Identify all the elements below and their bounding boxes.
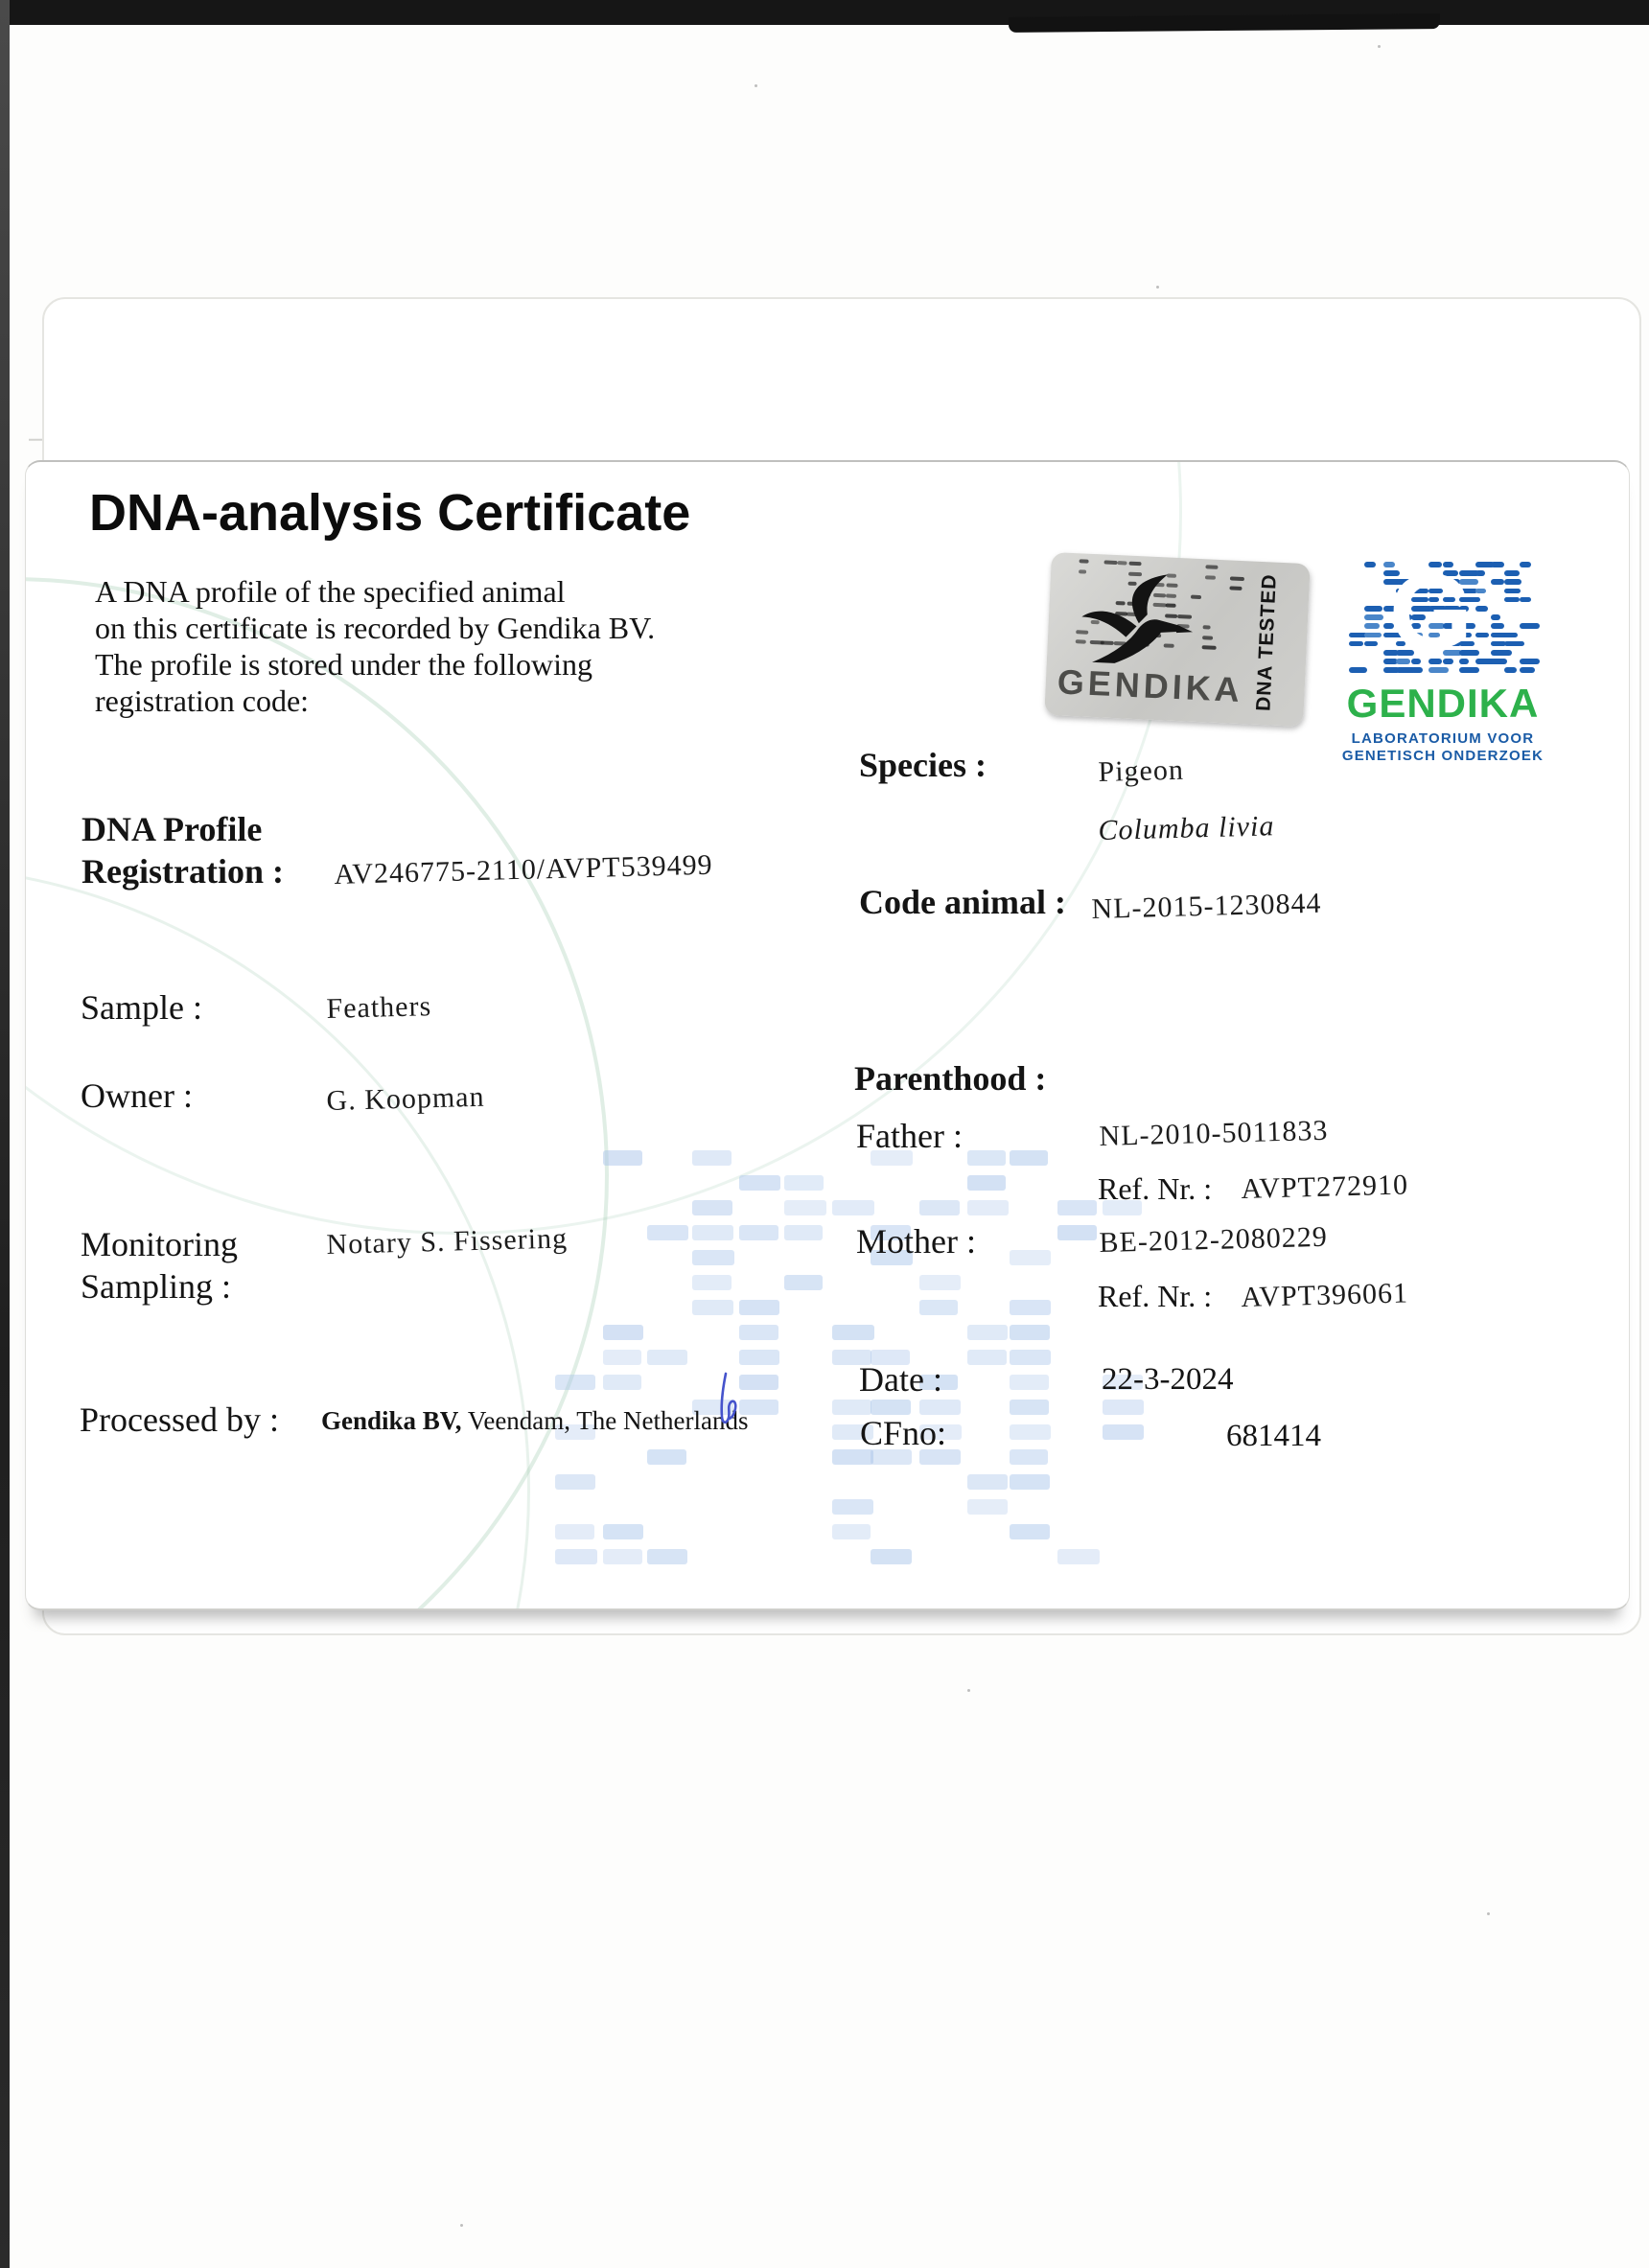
certificate-title: DNA-analysis Certificate: [89, 484, 691, 542]
processed-by-label: Processed by :: [80, 1400, 279, 1439]
scan-speck: [1156, 286, 1159, 289]
intro-line: registration code:: [95, 683, 310, 718]
intro-line: A DNA profile of the specified animal: [95, 574, 566, 609]
dna-tested-sticker: [1044, 552, 1310, 727]
processed-company: Gendika BV,: [321, 1406, 462, 1435]
species-value: Pigeon: [1098, 753, 1185, 789]
owner-label: Owner :: [81, 1076, 193, 1115]
processed-location: Veendam, The Netherlands: [461, 1406, 749, 1435]
scan-speck: [460, 2224, 463, 2227]
scan-speck: [1378, 45, 1381, 48]
date-value: 22-3-2024: [1102, 1362, 1234, 1397]
logo-brand-text: GENDIKA: [1346, 681, 1540, 726]
mother-value: BE-2012-2080229: [1099, 1220, 1329, 1260]
code-animal-value: NL-2015-1230844: [1091, 887, 1322, 926]
monitoring-label-line1: Monitoring: [81, 1225, 239, 1263]
scan-top-edge-shadow: [1009, 13, 1440, 33]
father-value: NL-2010-5011833: [1099, 1114, 1329, 1153]
species-label: Species :: [859, 746, 987, 784]
dna-profile-value: AV246775-2110/AVPT539499: [334, 848, 713, 891]
scan-speck: [967, 1689, 970, 1692]
monitoring-value: Notary S. Fissering: [326, 1222, 569, 1261]
date-label: Date :: [859, 1360, 942, 1399]
scan-speck: [755, 84, 757, 87]
sample-label: Sample :: [81, 988, 202, 1027]
father-ref-value: AVPT272910: [1241, 1169, 1409, 1206]
code-animal-label: Code animal :: [859, 883, 1066, 921]
flying-pigeon-icon: [1073, 567, 1231, 677]
parenthood-label: Parenthood :: [854, 1059, 1047, 1098]
mother-ref-label: Ref. Nr. :: [1098, 1279, 1213, 1313]
father-ref-label: Ref. Nr. :: [1098, 1171, 1213, 1206]
cfno-label: CFno:: [860, 1414, 947, 1452]
processed-by-value: [321, 1406, 748, 1436]
owner-value: G. Koopman: [326, 1080, 485, 1118]
logo-subtitle-line2: GENETISCH ONDERZOEK: [1341, 748, 1544, 764]
scan-left-edge: [0, 0, 10, 2268]
cfno-value: 681414: [1226, 1419, 1321, 1453]
logo-subtitle-line1: LABORATORIUM VOOR: [1351, 730, 1535, 747]
logo-g-negative-space: G: [1389, 552, 1474, 672]
pen-signature-mark: [714, 1371, 743, 1430]
certificate-card: [25, 460, 1630, 1610]
species-latin-value: Columba livia: [1098, 810, 1275, 847]
mother-ref-value: AVPT396061: [1241, 1277, 1409, 1314]
scan-speck: [1487, 1912, 1490, 1915]
sticker-dna-tested-text: DNA TESTED: [1252, 573, 1281, 712]
father-label: Father :: [856, 1117, 963, 1155]
sticker-brand-text: GENDIKA: [1056, 661, 1244, 710]
monitoring-label-line2: Sampling :: [81, 1267, 232, 1306]
intro-line: The profile is stored under the following: [95, 647, 592, 682]
dna-profile-label-line2: Registration :: [81, 852, 284, 891]
sample-value: Feathers: [326, 990, 432, 1026]
mother-label: Mother :: [856, 1222, 976, 1261]
intro-paragraph: [95, 573, 655, 719]
dna-profile-label-line1: DNA Profile: [81, 810, 263, 848]
intro-line: on this certificate is recorded by Gendika BV.: [95, 611, 656, 645]
logo-subtitle: [1339, 730, 1546, 765]
